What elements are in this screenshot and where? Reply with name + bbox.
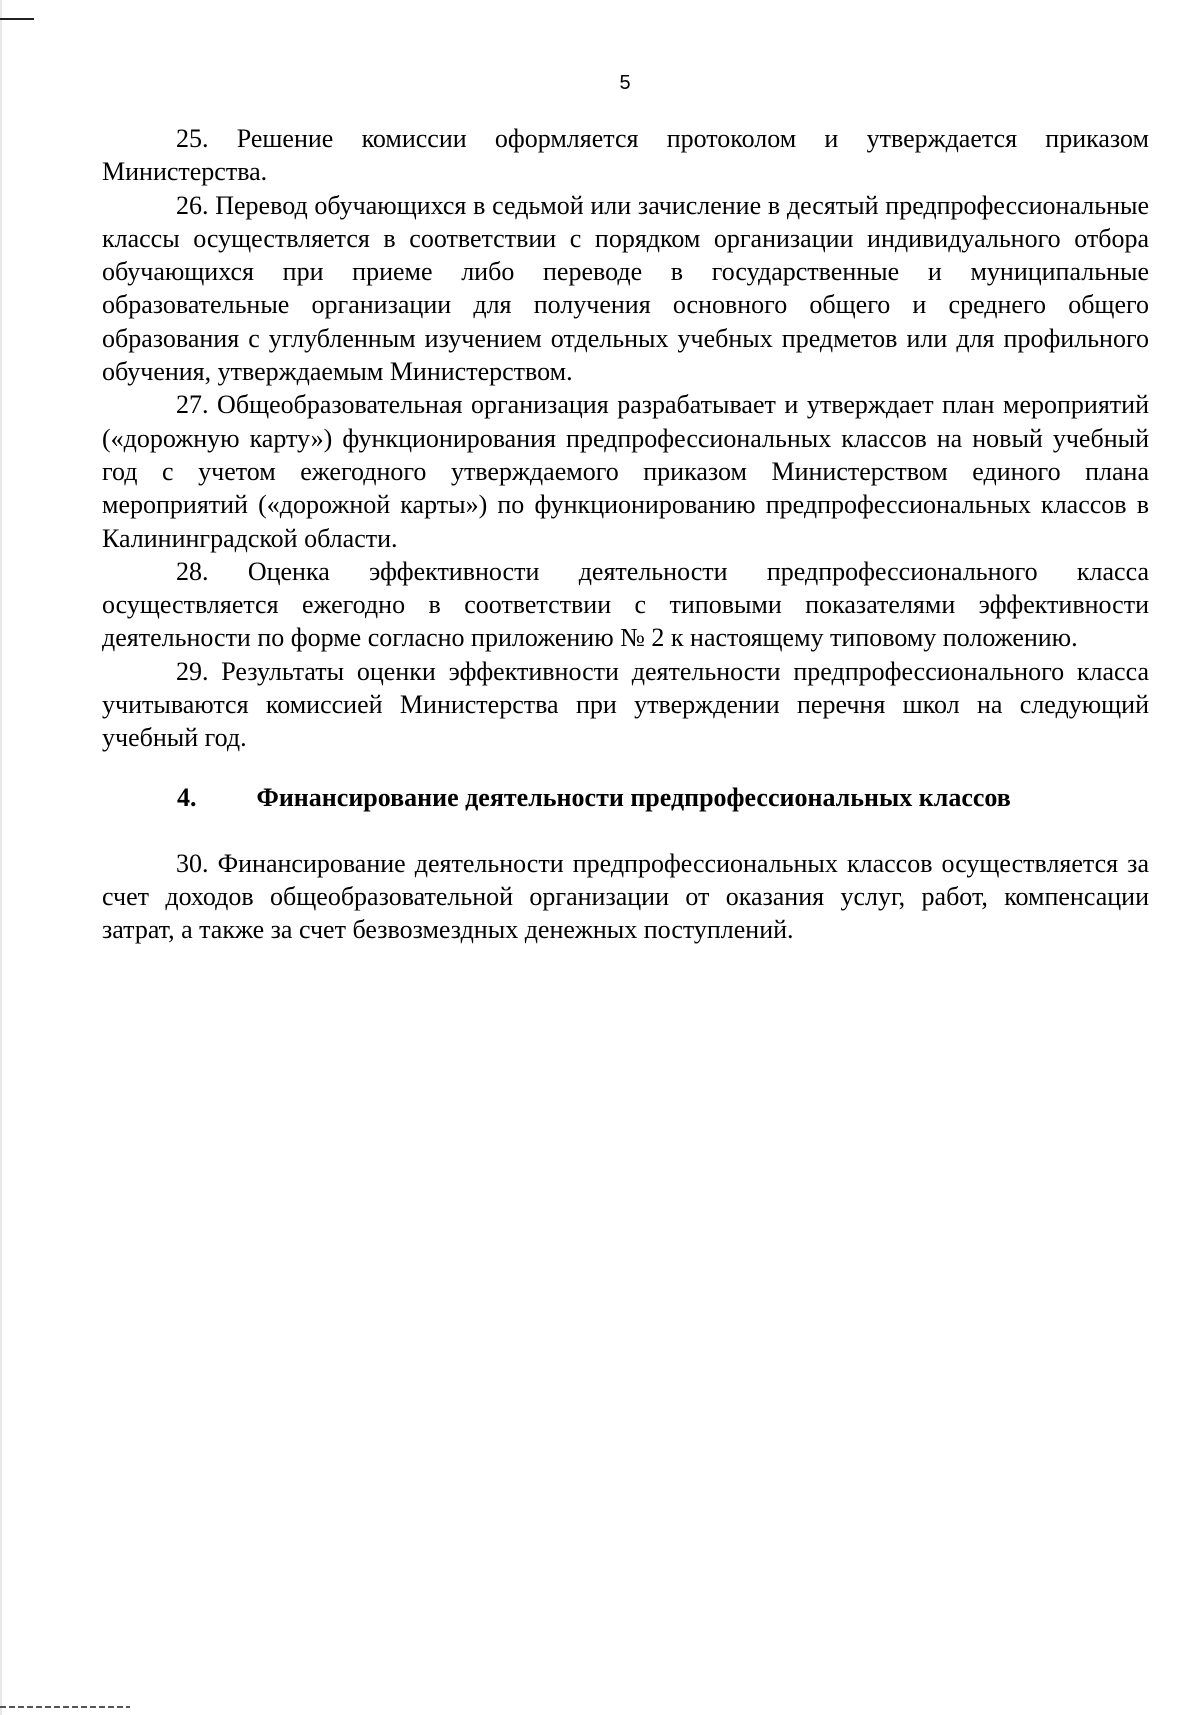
section-title: Финансирование деятельности предпрофессиональных классов [256,782,1011,812]
paragraph-28: 28. Оценка эффективности деятельности предпрофессионального класса осуществляется ежегодно в соответствии с типовыми показателями эффективности деятельности по форме согласно приложению № 2 к настоящему типовому положению. [102,556,1149,653]
paragraph-30: 30. Финансирование деятельности предпрофессиональных классов осуществляется за счет доходов общеобразовательной организации от оказания услуг, работ, компенсации затрат, а также за счет безвозмездных денежных поступлений. [102,848,1149,945]
paragraph-29: 29. Результаты оценки эффективности деятельности предпрофессионального класса учитываются комиссией Министерства при утверждении перечня школ на следующий учебный год. [102,656,1149,753]
scan-edge-bottom [0,1706,130,1708]
page-number: 5 [619,72,631,94]
section-heading [102,781,1149,814]
scan-edge-left [0,0,2,1715]
section-number: 4. [177,782,197,812]
scan-edge-top [0,0,34,20]
paragraph-25: 25. Решение комиссии оформляется протоколом и утверждается приказом Министерства. [102,124,1149,187]
paragraph-26: 26. Перевод обучающихся в седьмой или зачисление в десятый предпрофессиональные классы осуществляется в соответствии с порядком организации индивидуального отбора обучающихся при приеме либо переводе в государственные и муниципальные образовательные организации для получения основного общего и среднего общего образования с углубленным изучением отдельных учебных предметов или для профильного обучения, утверждаемым Министерством. [102,190,1149,387]
document-body [102,122,1149,947]
paragraph-27: 27. Общеобразовательная организация разрабатывает и утверждает план мероприятий («дорожную карту») функционирования предпрофессиональных классов на новый учебный год с учетом ежегодного утверждаемого приказом Министерством единого плана мероприятий («дорожной карты») по функционированию предпрофессиональных классов в Калининградской области. [102,390,1149,553]
